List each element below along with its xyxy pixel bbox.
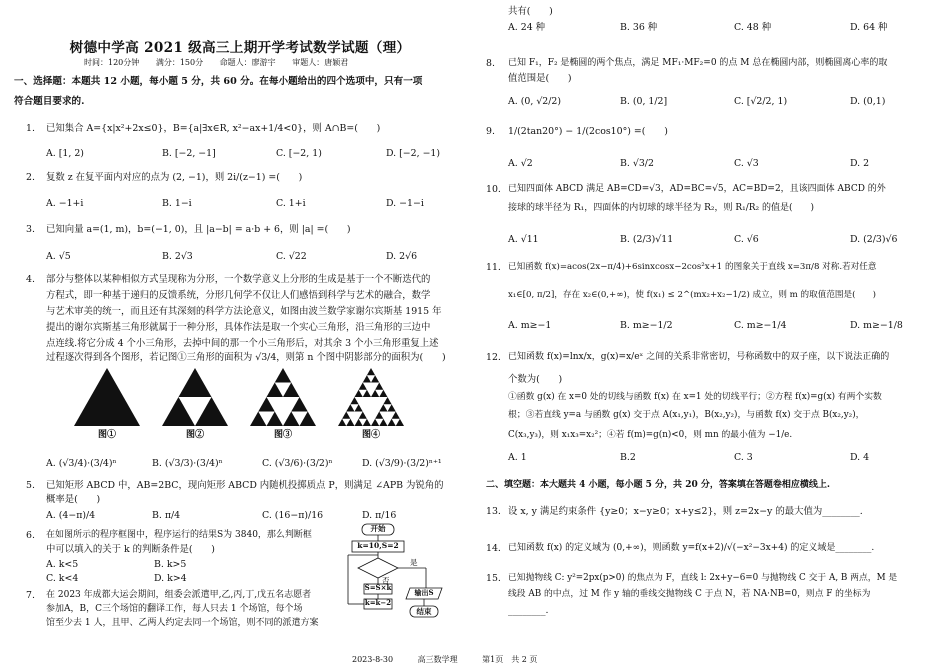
- q12-line: 根；③若直线 y=a 与函数 g(x) 交于点 A(x₁,y₁)，B(x₂,y₂)，与函数 f(x) 交于点 B(x₂,y₂)，: [508, 410, 865, 420]
- q2-option-d[interactable]: D. −1−i: [386, 198, 424, 209]
- q10-option-c[interactable]: C. √6: [734, 234, 759, 245]
- figure-3-label: 图③: [273, 430, 292, 440]
- q12-option-a[interactable]: A. 1: [508, 452, 527, 463]
- sierpinski-figure-4: [336, 366, 406, 428]
- q11-text: 已知函数 f(x)=acos(2x−π/4)+6sinxcosx−2cos²x+1 的图象关于直线 x=3π/8 对称.若对任意: [508, 262, 877, 272]
- q7-option-b[interactable]: B. 36 种: [620, 22, 658, 33]
- q2-text: 复数 z 在复平面内对应的点为 (2, −1)，则 2i/(z−1) =( ): [46, 172, 303, 183]
- q6-option-d[interactable]: D. k>4: [154, 573, 187, 584]
- q8-option-c[interactable]: C. [√2/2, 1): [734, 96, 788, 107]
- footer-subject: 高三数学理: [417, 655, 458, 664]
- figure-1-label: 图①: [97, 430, 116, 440]
- q8-text: 已知 F₁，F₂ 是椭圆的两个焦点，满足 MF₁·MF₂=0 的点 M 总在椭圆内部，则椭圆离心率的取: [508, 58, 888, 68]
- q11-option-c[interactable]: C. m≥−1/4: [734, 320, 787, 331]
- q11-text-cont: x₁∈[0, π/2]，存在 x₂∈(0,+∞)，使 f(x₁) ≤ 2^(mx₂+x₂−1/2) 成立，则 m 的取值范围是( ): [508, 290, 877, 300]
- q12-number: 12.: [486, 352, 501, 363]
- q7-line: 在 2023 年成都大运会期间，组委会派遣甲,乙,丙,丁,戊五名志愿者: [46, 590, 312, 600]
- q6-option-c[interactable]: C. k<4: [46, 573, 79, 584]
- q15-line: 已知抛物线 C: y²=2px(p>0) 的焦点为 F，直线 l: 2x+y−6=0 与抛物线 C 交于 A, B 两点，M 是: [508, 573, 898, 583]
- sierpinski-figure-3: [248, 366, 318, 428]
- q9-option-b[interactable]: B. √3/2: [620, 158, 654, 169]
- q3-option-a[interactable]: A. √5: [46, 251, 71, 262]
- q9-text: 1/(2tan20°) − 1/(2cos10°) =( ): [508, 126, 668, 137]
- q12-option-d[interactable]: D. 4: [850, 452, 870, 463]
- q12-line: ①函数 g(x) 在 x=0 处的切线与函数 f(x) 在 x=1 处的切线平行；②方程 f(x)=g(x) 有两个实数: [508, 392, 882, 402]
- q8-option-b[interactable]: B. (0, 1/2]: [620, 96, 668, 107]
- q13-text: 设 x, y 满足约束条件 {y≥0；x−y≥0；x+y≤2}，则 z=2x−y 的最大值为________.: [508, 506, 863, 517]
- right-column: [486, 0, 938, 671]
- q5-text-cont: 概率是( ): [46, 494, 101, 505]
- q1-option-d[interactable]: D. [−2, −1): [386, 148, 441, 159]
- q5-option-a[interactable]: A. (4−π)/4: [46, 510, 96, 521]
- exam-meta: [84, 58, 424, 68]
- q7-tail: 共有( ): [508, 6, 553, 17]
- q4-option-a[interactable]: A. (√3/4)·(3/4)ⁿ: [46, 458, 117, 469]
- q1-number: 1.: [26, 123, 35, 134]
- left-column: [14, 0, 466, 671]
- q4-line: 过程逐次得到各个图形，若记图①三角形的面积为 √3/4，则第 n 个图中阴影部分的面积为( ): [46, 352, 446, 363]
- q4-line: 提出的谢尔宾斯基三角形就属于一种分形，具体作法是取一个实心三角形，沿三角形的三边中: [46, 322, 431, 333]
- figure-4-label: 图④: [361, 430, 380, 440]
- q6-option-b[interactable]: B. k>5: [154, 559, 187, 570]
- q4-option-d[interactable]: D. (√3/9)·(3/2)ⁿ⁺¹: [362, 458, 442, 469]
- q10-option-a[interactable]: A. √11: [508, 234, 539, 245]
- q5-option-c[interactable]: C. (16−π)/16: [262, 510, 324, 521]
- sierpinski-figures: [72, 366, 402, 448]
- q14-text: 已知函数 f(x) 的定义域为 (0,+∞)，则函数 y=f(x+2)/√(−x²−3x+4) 的定义域是________.: [508, 543, 875, 553]
- q7-number: 7.: [26, 590, 35, 601]
- q6-number: 6.: [26, 530, 35, 541]
- q4-number: 4.: [26, 274, 35, 285]
- flow-no-label: 否: [382, 576, 390, 585]
- q14-number: 14.: [486, 543, 501, 554]
- footer-date: 2023-8-30: [352, 655, 394, 664]
- q10-option-b[interactable]: B. (2/3)√11: [620, 234, 674, 245]
- program-flowchart: [344, 522, 444, 627]
- flow-end: 结束: [416, 607, 432, 616]
- q1-option-c[interactable]: C. [−2, 1): [276, 148, 322, 159]
- q4-line: 与艺术审美的统一，而且还有其深刻的科学方法论意义，如图由波兰数学家谢尔宾斯基 1915 年: [46, 306, 442, 317]
- q11-option-d[interactable]: D. m≥−1/8: [850, 320, 903, 331]
- q1-text: 已知集合 A={x|x²+2x≤0}，B={a|∃x∈R, x²−ax+1/4<0}，则 A∩B=( ): [46, 123, 381, 134]
- flow-init: k=10,S=2: [357, 541, 399, 550]
- exam-reviewer: 审题人：唐颖君: [292, 58, 349, 67]
- q10-text-cont: 接球的球半径为 R₁，四面体的内切球的球半径为 R₂，则 R₁/R₂ 的值是( ): [508, 203, 815, 213]
- q13-number: 13.: [486, 506, 501, 517]
- q4-line: 方程式，即一种基于递归的反馈系统，分形几何学不仅让人们感悟到科学与艺术的融合，数学: [46, 290, 431, 301]
- q3-option-b[interactable]: B. 2√3: [162, 251, 193, 262]
- q12-line: 个数为( ): [508, 374, 563, 385]
- q8-number: 8.: [486, 58, 495, 69]
- q10-number: 10.: [486, 184, 501, 195]
- q12-line: 已知函数 f(x)=lnx/x，g(x)=x/eˣ 之间的关系非常密切，号称函数中的双子座，以下说法正确的: [508, 352, 890, 362]
- flow-update-k: k=k−2: [364, 598, 392, 607]
- q10-option-d[interactable]: D. (2/3)√6: [850, 234, 898, 245]
- q2-option-c[interactable]: C. 1+i: [276, 198, 306, 209]
- q12-line: C(x₃,y₃)，则 x₁x₃=x₂²；④若 f(m)=g(n)<0，则 mn 的最小值为 −1/e.: [508, 430, 793, 440]
- q7-option-c[interactable]: C. 48 种: [734, 22, 772, 33]
- q6-text-cont: 中可以填入的关于 k 的判断条件是( ): [46, 544, 215, 555]
- q15-number: 15.: [486, 573, 501, 584]
- q8-text-cont: 值范围是( ): [508, 73, 572, 84]
- q11-option-a[interactable]: A. m≥−1: [508, 320, 552, 331]
- q5-option-d[interactable]: D. π/16: [362, 510, 397, 521]
- flow-output: 输出S: [414, 588, 434, 597]
- q7-option-d[interactable]: D. 64 种: [850, 22, 888, 33]
- q11-number: 11.: [486, 262, 501, 273]
- q7-option-a[interactable]: A. 24 种: [508, 22, 546, 33]
- q12-option-b[interactable]: B.2: [620, 452, 636, 463]
- q12-option-c[interactable]: C. 3: [734, 452, 753, 463]
- q9-option-d[interactable]: D. 2: [850, 158, 870, 169]
- exam-author: 命题人：廖游宇: [219, 58, 276, 67]
- flow-update-s: S=S×k: [364, 583, 392, 592]
- q7-line: 参加A，B，C三个场馆的翻译工作，每人只去 1 个场馆，每个场: [46, 604, 303, 614]
- q3-number: 3.: [26, 224, 35, 235]
- exam-score: 满分：150分: [155, 58, 204, 67]
- q3-option-c[interactable]: C. √22: [276, 251, 307, 262]
- q7-line: 馆至少去 1 人，且甲、乙两人约定去同一个场馆，则不同的派遣方案: [46, 618, 319, 628]
- q2-option-b[interactable]: B. 1−i: [162, 198, 192, 209]
- q3-option-d[interactable]: D. 2√6: [386, 251, 418, 262]
- sierpinski-figure-2: [160, 366, 230, 428]
- sierpinski-figure-1: [72, 366, 142, 428]
- page-title: 树德中学高 2021 级高三上期开学考试数学试题（理）: [69, 40, 411, 56]
- q9-option-c[interactable]: C. √3: [734, 158, 759, 169]
- q1-option-b[interactable]: B. [−2, −1]: [162, 148, 216, 159]
- q11-option-b[interactable]: B. m≥−1/2: [620, 320, 673, 331]
- figure-2-label: 图②: [185, 430, 204, 440]
- section-1-heading: 一、选择题：本题共 12 小题，每小题 5 分，共 60 分。在每小题给出的四个选项中，只有一项: [14, 76, 423, 87]
- q5-option-b[interactable]: B. π/4: [152, 510, 181, 521]
- q15-line: 线段 AB 的中点，过 M 作 y 轴的垂线交抛物线 C 于点 N，若 NA·NB=0，则点 F 的坐标为: [508, 589, 871, 599]
- section-2-heading: 二、填空题：本大题共 4 小题，每小题 5 分，共 20 分，答案填在答题卷相应横线上.: [486, 480, 830, 490]
- section-1-heading-cont: 符合题目要求的.: [14, 96, 85, 107]
- q4-option-b[interactable]: B. (√3/3)·(3/4)ⁿ: [152, 458, 223, 469]
- footer-page: 第1页 共 2 页: [482, 655, 538, 664]
- q4-line: 部分与整体以某种相似方式呈现称为分形，一个数学意义上分形的生成是基于一个不断迭代的: [46, 274, 431, 285]
- q9-number: 9.: [486, 126, 495, 137]
- page-footer: [352, 654, 559, 665]
- q1-option-a[interactable]: A. [1, 2): [46, 148, 84, 159]
- q5-number: 5.: [26, 480, 35, 491]
- q3-text: 已知向量 a=(1, m)，b=(−1, 0)，且 |a−b| = a·b + 6，则 |a| =( ): [46, 224, 351, 235]
- q2-option-a[interactable]: A. −1+i: [46, 198, 84, 209]
- q8-option-a[interactable]: A. (0, √2/2): [508, 96, 562, 107]
- q4-option-c[interactable]: C. (√3/6)·(3/2)ⁿ: [262, 458, 333, 469]
- exam-time: 时间：120分钟: [84, 58, 140, 67]
- q6-option-a[interactable]: A. k<5: [46, 559, 79, 570]
- q5-text: 已知矩形 ABCD 中，AB=2BC，现向矩形 ABCD 内随机投掷质点 P，则满足 ∠APB 为锐角的: [46, 480, 444, 491]
- q9-option-a[interactable]: A. √2: [508, 158, 533, 169]
- q15-line: ________.: [508, 605, 549, 616]
- q8-option-d[interactable]: D. (0,1): [850, 96, 886, 107]
- flow-yes-label: 是: [410, 558, 418, 567]
- q2-number: 2.: [26, 172, 35, 183]
- flow-start: 开始: [370, 524, 386, 533]
- q10-text: 已知四面体 ABCD 满足 AB=CD=√3，AD=BC=√5，AC=BD=2，且该四面体 ABCD 的外: [508, 184, 886, 194]
- q4-line: 点连线.将它分成 4 个小三角形，去掉中间的那一个小三角形后，对其余 3 个小三角形重复上述: [46, 338, 439, 349]
- q6-text: 在如图所示的程序框图中，程序运行的结果S为 3840，那么判断框: [46, 530, 312, 540]
